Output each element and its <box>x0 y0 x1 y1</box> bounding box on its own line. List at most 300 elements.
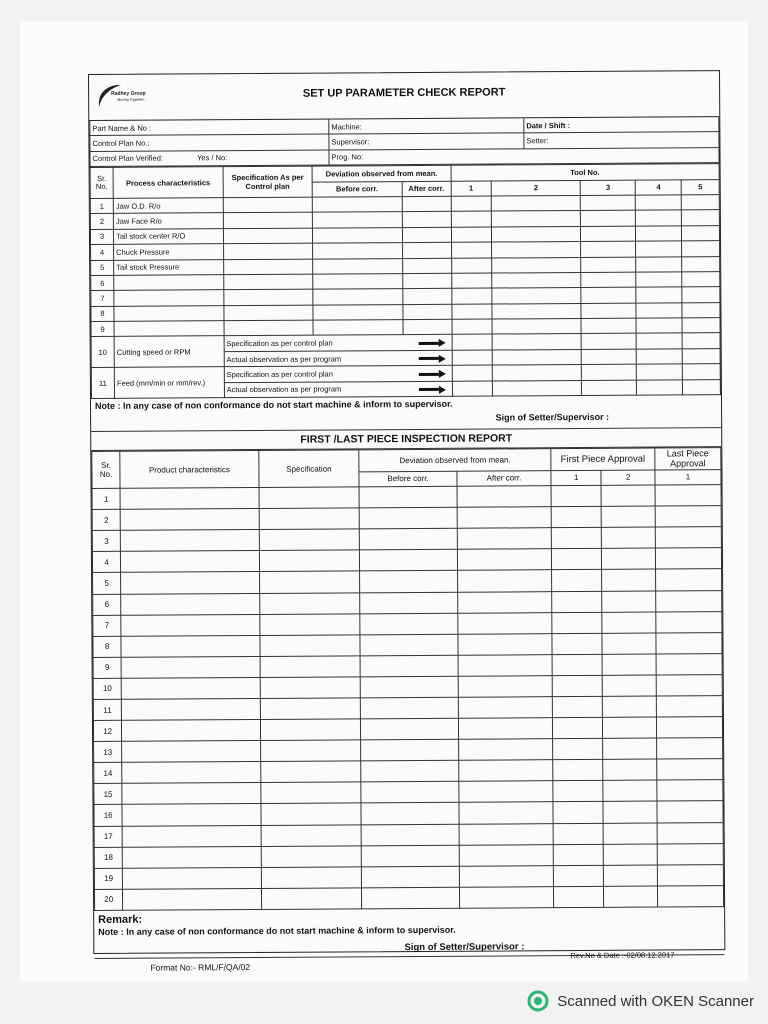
after-corr-cell[interactable] <box>457 486 551 508</box>
tool-1-cell[interactable] <box>451 196 491 212</box>
spec-line-text: Actual observation as per program <box>226 354 342 364</box>
last-piece-1-cell[interactable] <box>657 843 723 864</box>
specification-cell[interactable] <box>259 571 360 593</box>
after-corr-cell[interactable] <box>402 242 451 258</box>
tool-5-cell[interactable] <box>682 272 720 288</box>
setup-sign-label: Sign of Setter/Supervisor : <box>495 411 610 423</box>
tool-1-cell[interactable] <box>452 319 492 335</box>
last-piece-1-cell[interactable] <box>657 759 723 780</box>
first-piece-1-cell[interactable] <box>551 506 601 527</box>
product-characteristic-cell[interactable] <box>122 783 261 805</box>
after-corr-cell[interactable] <box>457 528 551 550</box>
last-piece-1-header: 1 <box>655 469 721 485</box>
first-piece-2-header: 2 <box>601 470 655 486</box>
after-corr-cell[interactable] <box>458 612 552 634</box>
tool-2-cell[interactable] <box>491 211 581 227</box>
before-corr-cell[interactable] <box>313 273 403 289</box>
before-corr-cell[interactable] <box>361 782 459 804</box>
first-piece-1-cell[interactable] <box>553 802 603 823</box>
row-sr-no: 18 <box>94 847 122 868</box>
before-corr-cell[interactable] <box>312 197 402 213</box>
tool-4-cell[interactable] <box>683 364 721 380</box>
tool-5-cell[interactable] <box>682 241 720 257</box>
first-piece-1-cell[interactable] <box>553 760 603 781</box>
specification-cell[interactable] <box>259 613 360 635</box>
after-corr-cell[interactable] <box>402 196 451 212</box>
after-corr-cell[interactable] <box>402 258 451 274</box>
tool-2-cell[interactable] <box>492 257 582 273</box>
after-corr-cell[interactable] <box>458 739 552 761</box>
first-piece-2-cell[interactable] <box>601 485 655 506</box>
last-piece-1-cell[interactable] <box>656 675 722 696</box>
tool-4-cell[interactable] <box>636 256 682 272</box>
specification-cell[interactable] <box>261 782 362 804</box>
first-piece-2-cell[interactable] <box>603 717 657 738</box>
first-piece-2-cell[interactable] <box>603 654 657 675</box>
product-characteristic-cell[interactable] <box>121 572 260 594</box>
first-piece-1-cell[interactable] <box>553 823 603 844</box>
inspection-deviation-header: Deviation observed from mean. <box>359 449 551 472</box>
process-characteristics-header: Process characteristics <box>113 167 223 198</box>
first-piece-2-cell[interactable] <box>602 633 656 654</box>
product-characteristic-cell[interactable] <box>123 867 262 889</box>
row-sr-no: 3 <box>92 531 120 552</box>
product-characteristic-cell[interactable] <box>121 635 260 657</box>
before-corr-cell[interactable] <box>361 718 459 740</box>
first-piece-1-cell[interactable] <box>552 612 602 633</box>
after-corr-cell[interactable] <box>459 781 553 803</box>
before-corr-cell[interactable] <box>360 634 458 656</box>
first-piece-1-cell[interactable] <box>552 696 602 717</box>
tool-2-cell[interactable] <box>492 242 582 258</box>
row-sr-no: 2 <box>90 214 113 230</box>
first-piece-1-cell[interactable] <box>552 654 602 675</box>
before-corr-cell[interactable] <box>360 676 458 698</box>
first-piece-2-cell[interactable] <box>602 548 656 569</box>
tool-2-cell[interactable] <box>582 380 637 396</box>
tool-1-cell[interactable] <box>492 349 582 365</box>
last-piece-1-cell[interactable] <box>656 717 722 738</box>
tool-5-cell[interactable] <box>682 225 720 241</box>
product-characteristic-cell[interactable] <box>121 530 260 552</box>
first-piece-1-cell[interactable] <box>552 570 602 591</box>
after-corr-cell[interactable] <box>457 549 551 571</box>
tool-4-cell[interactable] <box>636 210 682 226</box>
first-piece-1-cell[interactable] <box>553 717 603 738</box>
tool-3-cell[interactable] <box>637 380 683 396</box>
row-sr-no: 8 <box>93 636 121 657</box>
specification-cell[interactable] <box>261 845 362 867</box>
spec-header: Specification As per Control plan <box>223 166 313 197</box>
first-piece-1-cell[interactable] <box>553 865 603 886</box>
first-piece-1-cell[interactable] <box>552 549 602 570</box>
tool-4-cell[interactable] <box>683 379 721 395</box>
before-corr-cell[interactable] <box>362 887 460 909</box>
product-characteristic-cell[interactable] <box>121 593 260 615</box>
logo-tagline: Moving Together... <box>117 97 147 102</box>
tool-1-cell[interactable] <box>492 365 582 381</box>
tool-4-cell[interactable] <box>636 318 682 334</box>
after-corr-cell[interactable] <box>458 697 552 719</box>
first-piece-approval-header: First Piece Approval <box>551 448 655 470</box>
first-piece-2-cell[interactable] <box>603 759 657 780</box>
before-corr-cell[interactable] <box>360 571 458 593</box>
row-sr-no: 8 <box>91 306 114 322</box>
report-header <box>89 71 719 121</box>
spec-cell[interactable] <box>224 289 314 305</box>
setter-field[interactable]: Setter: <box>524 132 719 149</box>
product-characteristic-cell[interactable] <box>121 614 260 636</box>
specification-cell[interactable] <box>261 824 362 846</box>
setup-report-title: SET UP PARAMETER CHECK REPORT <box>302 86 506 100</box>
format-no: Format No:- RML/F/QA/02 <box>150 961 251 973</box>
tool-1-cell[interactable] <box>451 242 491 258</box>
first-piece-1-cell[interactable] <box>552 675 602 696</box>
specification-header: Specification <box>258 450 359 488</box>
specification-cell[interactable] <box>261 867 362 889</box>
after-corr-cell[interactable] <box>402 273 451 289</box>
process-characteristic: Jaw O.D. R/o <box>113 198 223 214</box>
tool-1-cell[interactable] <box>452 304 492 320</box>
first-piece-2-cell[interactable] <box>603 780 657 801</box>
tool-4-cell[interactable] <box>636 287 682 303</box>
tool-2-cell[interactable] <box>492 272 582 288</box>
product-characteristic-cell[interactable] <box>122 698 261 720</box>
last-piece-1-cell[interactable] <box>656 632 722 653</box>
first-piece-2-cell[interactable] <box>603 738 657 759</box>
after-corr-cell[interactable] <box>459 844 553 866</box>
tool-4-cell[interactable] <box>636 272 682 288</box>
first-piece-2-cell[interactable] <box>604 865 658 886</box>
specification-cell[interactable] <box>260 698 361 720</box>
last-piece-1-cell[interactable] <box>657 885 723 906</box>
after-corr-cell[interactable] <box>459 886 553 908</box>
specification-cell[interactable] <box>260 740 361 762</box>
after-corr-cell[interactable] <box>458 633 552 655</box>
tool-4-header: 4 <box>635 179 681 195</box>
after-corr-cell[interactable] <box>458 760 552 782</box>
before-corr-cell[interactable] <box>313 243 403 259</box>
process-characteristic: Jaw Face R/o <box>113 213 223 229</box>
last-piece-1-cell[interactable] <box>656 653 722 674</box>
tool-5-cell[interactable] <box>682 210 720 226</box>
row-sr-no: 19 <box>94 868 122 889</box>
control-plan-no-field[interactable]: Control Plan No.: <box>90 134 329 151</box>
tool-1-header: 1 <box>451 181 491 197</box>
spec-cell[interactable] <box>223 274 313 290</box>
process-characteristic <box>114 290 224 306</box>
tool-3-cell[interactable] <box>581 303 636 319</box>
inspection-after-corr-header: After corr. <box>457 470 551 486</box>
tool-3-header: 3 <box>581 180 636 196</box>
before-corr-cell[interactable] <box>313 212 403 228</box>
before-corr-cell[interactable] <box>360 550 458 572</box>
tool-5-cell[interactable] <box>682 287 720 303</box>
tool-3-cell[interactable] <box>581 318 636 334</box>
spec-cell[interactable] <box>224 320 314 336</box>
arrow-right-icon <box>418 338 445 347</box>
first-piece-2-cell[interactable] <box>604 844 658 865</box>
before-corr-cell[interactable] <box>361 803 459 825</box>
spec-cell[interactable] <box>223 197 313 213</box>
first-piece-2-cell[interactable] <box>602 527 656 548</box>
process-characteristic: Cutting speed or RPM <box>114 336 224 367</box>
tool-2-cell[interactable] <box>492 319 582 335</box>
before-corr-cell[interactable] <box>361 760 459 782</box>
first-piece-1-cell[interactable] <box>553 739 603 760</box>
row-sr-no: 7 <box>91 291 114 307</box>
tool-1-cell[interactable] <box>451 227 491 243</box>
product-characteristic-cell[interactable] <box>123 846 262 868</box>
tool-3-cell[interactable] <box>637 364 683 380</box>
tool-5-cell[interactable] <box>682 256 720 272</box>
last-piece-1-cell[interactable] <box>655 485 721 506</box>
product-characteristic-cell[interactable] <box>121 656 260 678</box>
before-corr-cell[interactable] <box>362 845 460 867</box>
product-characteristic-cell[interactable] <box>121 677 260 699</box>
tool-5-cell[interactable] <box>682 302 720 318</box>
before-corr-cell[interactable] <box>359 486 457 508</box>
specification-cell[interactable] <box>259 592 360 614</box>
product-characteristic-cell[interactable] <box>122 825 261 847</box>
product-characteristic-cell[interactable] <box>123 888 262 910</box>
product-characteristic-cell[interactable] <box>122 762 261 784</box>
tool-3-cell[interactable] <box>581 272 636 288</box>
row-sr-no: 12 <box>93 720 121 741</box>
arrow-right-icon <box>418 369 445 378</box>
row-sr-no: 7 <box>93 615 121 636</box>
after-corr-cell[interactable] <box>402 227 451 243</box>
process-characteristic <box>114 275 224 291</box>
before-corr-cell[interactable] <box>313 289 403 305</box>
first-piece-2-cell[interactable] <box>602 612 656 633</box>
tool-2-cell[interactable] <box>491 195 581 211</box>
setup-parameter-table <box>90 163 721 399</box>
row-sr-no: 20 <box>94 889 122 910</box>
row-sr-no: 11 <box>93 699 121 720</box>
inspection-rows <box>92 485 724 911</box>
scanned-page <box>20 22 748 982</box>
specification-cell[interactable] <box>260 761 361 783</box>
supervisor-field[interactable]: Supervisor: <box>329 133 524 150</box>
last-piece-1-cell[interactable] <box>657 822 723 843</box>
after-corr-cell[interactable] <box>403 319 452 335</box>
last-piece-1-cell[interactable] <box>655 527 721 548</box>
tool-5-cell[interactable] <box>682 195 720 211</box>
last-piece-1-cell[interactable] <box>657 864 723 885</box>
spec-cell[interactable] <box>224 305 314 321</box>
first-piece-2-cell[interactable] <box>603 675 657 696</box>
tool-1-cell[interactable] <box>451 273 491 289</box>
last-piece-approval-header: Last Piece Approval <box>655 448 721 470</box>
product-characteristic-cell[interactable] <box>122 741 261 763</box>
control-plan-verified-field[interactable] <box>90 150 329 167</box>
after-corr-cell[interactable] <box>459 823 553 845</box>
tool-1-cell[interactable] <box>492 380 582 396</box>
tool-3-cell[interactable] <box>581 226 636 242</box>
spec-line <box>224 381 452 398</box>
before-corr-cell[interactable] <box>360 613 458 635</box>
tool-2-cell[interactable] <box>582 334 637 350</box>
after-corr-cell[interactable] <box>459 865 553 887</box>
after-corr-cell[interactable] <box>402 212 451 228</box>
before-corr-cell[interactable] <box>360 592 458 614</box>
row-sr-no: 3 <box>90 229 113 245</box>
logo-name: Radhey Group <box>111 90 146 97</box>
row-sr-no: 9 <box>93 657 121 678</box>
product-characteristic-cell[interactable] <box>122 804 261 826</box>
first-piece-2-cell[interactable] <box>604 823 658 844</box>
date-shift-field[interactable]: Date / Shift : <box>524 117 719 133</box>
after-corr-cell[interactable] <box>452 335 492 351</box>
tool-1-cell[interactable] <box>451 211 491 227</box>
tool-4-cell[interactable] <box>636 195 682 211</box>
last-piece-1-cell[interactable] <box>656 696 722 717</box>
before-corr-cell[interactable] <box>361 739 459 761</box>
specification-cell[interactable] <box>260 656 361 678</box>
last-piece-1-cell[interactable] <box>657 780 723 801</box>
first-piece-1-cell[interactable] <box>551 528 601 549</box>
first-piece-2-cell[interactable] <box>602 569 656 590</box>
row-sr-no: 5 <box>91 260 114 276</box>
product-characteristic-cell[interactable] <box>120 487 259 509</box>
after-corr-cell[interactable] <box>452 365 492 381</box>
row-sr-no: 14 <box>94 763 122 784</box>
first-piece-1-cell[interactable] <box>552 633 602 654</box>
process-characteristic <box>114 305 224 321</box>
tool-4-cell[interactable] <box>636 241 682 257</box>
after-corr-cell[interactable] <box>457 591 551 613</box>
row-sr-no: 10 <box>91 337 114 368</box>
tool-3-cell[interactable] <box>581 287 636 303</box>
last-piece-1-cell[interactable] <box>656 590 722 611</box>
before-corr-cell[interactable] <box>362 866 460 888</box>
before-corr-cell[interactable] <box>359 507 457 529</box>
tool-2-cell[interactable] <box>492 303 582 319</box>
first-piece-2-cell[interactable] <box>604 886 658 907</box>
last-piece-1-cell[interactable] <box>656 611 722 632</box>
before-corr-cell[interactable] <box>313 258 403 274</box>
scanner-watermark <box>527 990 754 1012</box>
specification-cell[interactable] <box>259 508 360 530</box>
before-corr-cell[interactable] <box>313 320 403 336</box>
tool-3-cell[interactable] <box>581 241 636 257</box>
product-characteristic-cell[interactable] <box>122 720 261 742</box>
specification-cell[interactable] <box>261 803 362 825</box>
tool-3-cell[interactable] <box>581 211 636 227</box>
tool-2-cell[interactable] <box>492 288 582 304</box>
before-corr-cell[interactable] <box>360 528 458 550</box>
spec-cell[interactable] <box>223 259 313 275</box>
sr-no-header: Sr. No. <box>90 168 113 199</box>
tool-4-cell[interactable] <box>683 349 721 365</box>
after-corr-cell[interactable] <box>457 507 551 529</box>
tool-5-cell[interactable] <box>682 318 720 334</box>
product-characteristic-cell[interactable] <box>121 551 260 573</box>
process-characteristic: Tail stock center R/O <box>114 228 224 244</box>
after-corr-cell[interactable] <box>457 570 551 592</box>
spec-cell[interactable] <box>223 228 313 244</box>
product-characteristic-cell[interactable] <box>120 509 259 531</box>
tool-3-cell[interactable] <box>581 257 636 273</box>
tool-1-cell[interactable] <box>451 288 491 304</box>
first-piece-1-cell[interactable] <box>554 886 604 907</box>
spec-cell[interactable] <box>223 212 313 228</box>
tool-1-cell[interactable] <box>492 334 582 350</box>
after-corr-cell[interactable] <box>452 381 492 397</box>
prog-no-field[interactable]: Prog. No: <box>329 147 719 165</box>
before-corr-cell[interactable] <box>361 824 459 846</box>
first-piece-2-cell[interactable] <box>602 506 656 527</box>
row-sr-no: 5 <box>93 573 121 594</box>
first-piece-2-cell[interactable] <box>603 696 657 717</box>
tool-2-header: 2 <box>491 180 581 196</box>
specification-cell[interactable] <box>259 529 360 551</box>
last-piece-1-cell[interactable] <box>657 801 723 822</box>
specification-cell[interactable] <box>261 888 362 910</box>
last-piece-1-cell[interactable] <box>656 738 722 759</box>
last-piece-1-cell[interactable] <box>655 569 721 590</box>
first-piece-1-cell[interactable] <box>551 485 601 506</box>
tool-4-cell[interactable] <box>636 303 682 319</box>
machine-field[interactable]: Machine: <box>329 118 524 134</box>
tool-2-cell[interactable] <box>582 349 637 365</box>
first-piece-2-cell[interactable] <box>602 591 656 612</box>
tool-4-cell[interactable] <box>683 333 721 349</box>
tool-2-cell[interactable] <box>491 226 581 242</box>
setup-special-rows <box>91 333 720 398</box>
after-corr-cell[interactable] <box>403 304 452 320</box>
before-corr-cell[interactable] <box>313 227 403 243</box>
tool-4-cell[interactable] <box>636 226 682 242</box>
after-corr-cell[interactable] <box>458 654 552 676</box>
tool-1-cell[interactable] <box>451 258 491 274</box>
footer-note: Note : In any case of non conformance do not start machine & inform to supervisor. <box>98 924 456 937</box>
specification-cell[interactable] <box>260 635 361 657</box>
last-piece-1-cell[interactable] <box>655 548 721 569</box>
last-piece-1-cell[interactable] <box>655 506 721 527</box>
before-corr-cell[interactable] <box>360 655 458 677</box>
spec-cell[interactable] <box>223 243 313 259</box>
after-corr-cell[interactable] <box>459 802 553 824</box>
inspection-sr-header: Sr. No. <box>92 451 121 488</box>
specification-cell[interactable] <box>259 550 360 572</box>
tool-3-cell[interactable] <box>636 333 682 349</box>
after-corr-cell[interactable] <box>402 289 451 305</box>
row-sr-no: 15 <box>94 784 122 805</box>
specification-cell[interactable] <box>260 719 361 741</box>
process-characteristic: Chuck Pressure <box>114 244 224 260</box>
specification-cell[interactable] <box>259 487 360 509</box>
first-piece-2-cell[interactable] <box>603 801 657 822</box>
after-corr-cell[interactable] <box>452 350 492 366</box>
first-piece-1-cell[interactable] <box>552 591 602 612</box>
control-plan-verified-label: Control Plan Verified: <box>92 154 164 164</box>
row-sr-no: 10 <box>93 678 121 699</box>
after-corr-cell[interactable] <box>458 676 552 698</box>
tool-3-cell[interactable] <box>581 195 636 211</box>
tool-3-cell[interactable] <box>636 349 682 365</box>
inspection-report-title: FIRST /LAST PIECE INSPECTION REPORT <box>91 428 721 451</box>
tool-2-cell[interactable] <box>582 364 637 380</box>
first-piece-1-cell[interactable] <box>553 781 603 802</box>
before-corr-cell[interactable] <box>313 304 403 320</box>
after-corr-cell[interactable] <box>458 718 552 740</box>
part-name-field[interactable]: Part Name & No : <box>90 120 329 136</box>
first-piece-1-cell[interactable] <box>553 844 603 865</box>
specification-cell[interactable] <box>260 677 361 699</box>
before-corr-cell[interactable] <box>361 697 459 719</box>
